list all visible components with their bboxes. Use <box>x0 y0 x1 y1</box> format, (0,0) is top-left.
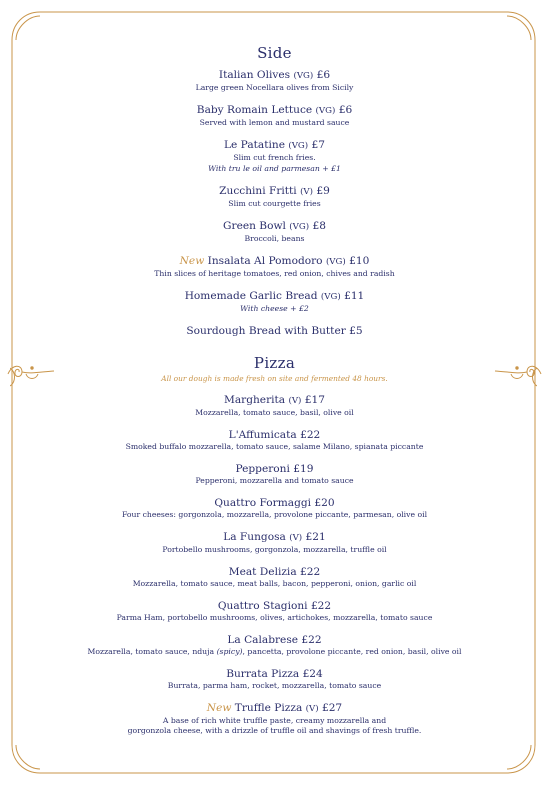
pizza-title: Pizza <box>253 353 296 372</box>
item-desc: Burrata, parma ham, rocket, mozzarella, tomato sauce <box>167 680 382 690</box>
item-price: £6 <box>316 69 331 81</box>
item-desc: Mozzarella, tomato sauce, nduja (spicy), pancetta, provolone piccante, red onion, basil, olive oil <box>87 646 462 656</box>
item-price: £11 <box>344 289 365 302</box>
menu-page <box>40 44 509 746</box>
item-price: £21 <box>305 530 326 543</box>
item-desc: Slim cut french fries. <box>233 153 316 162</box>
item-price: £8 <box>312 219 326 232</box>
item-desc: Thin slices of heritage tomatoes, red onion, chives and radish <box>154 268 395 278</box>
item-price: £6 <box>338 104 353 116</box>
item-price: £20 <box>314 496 335 509</box>
item-price: £5 <box>349 324 363 337</box>
diet-tag: (V) <box>305 703 319 714</box>
item-desc: Mozzarella, tomato sauce, meat balls, bacon, pepperoni, onion, garlic oil <box>132 578 417 588</box>
item-desc: Mozzarella, tomato sauce, basil, olive oil <box>195 407 354 417</box>
diet-tag: (VG) <box>293 71 314 81</box>
item-desc: Slim cut courgette fries <box>228 198 321 208</box>
item-name: Zucchini Fritti <box>219 184 297 197</box>
menu-item <box>40 530 509 556</box>
menu-item <box>40 138 509 174</box>
item-price: £22 <box>300 565 321 578</box>
item-name: Truffle Pizza <box>234 701 303 714</box>
menu-item <box>40 254 509 280</box>
item-desc: Four cheeses: gorgonzola, mozzarella, provolone piccante, parmesan, olive oil <box>121 509 428 519</box>
menu-item <box>40 667 509 692</box>
item-name: Quattro Stagioni <box>217 599 308 612</box>
item-name: Le Patatine <box>224 139 285 151</box>
item-name: Quattro Formaggi <box>214 496 312 509</box>
flourish-left-icon <box>6 360 56 384</box>
menu-item <box>40 68 509 94</box>
item-price: £24 <box>302 667 323 680</box>
menu-item <box>40 496 509 521</box>
side-title: Side <box>257 44 292 62</box>
item-desc: Large green Nocellara olives from Sicily <box>195 83 354 92</box>
item-price: £22 <box>310 599 332 612</box>
menu-item <box>40 701 509 737</box>
item-name: Pepperoni <box>235 462 290 475</box>
item-name: La Calabrese <box>227 633 299 646</box>
item-desc: Pepperoni, mozzarella and tomato sauce <box>195 475 354 485</box>
menu-item <box>40 219 509 245</box>
diet-tag: (VG) <box>315 106 336 116</box>
item-desc: A base of rich white truffle paste, creamy mozzarella and <box>162 715 387 725</box>
menu-item <box>40 428 509 453</box>
item-name: Insalata Al Pomodoro <box>207 254 323 267</box>
menu-item <box>40 633 509 658</box>
item-price: £22 <box>300 428 321 441</box>
item-desc: Parma Ham, portobello mushrooms, olives, artichokes, mozzarella, tomato sauce <box>116 612 433 622</box>
item-price: £10 <box>349 254 370 267</box>
menu-item <box>40 565 509 590</box>
menu-item <box>40 324 509 338</box>
diet-tag: (VG) <box>289 221 310 232</box>
new-badge: New <box>179 254 205 267</box>
item-name: La Fungosa <box>223 530 286 543</box>
diet-tag: (VG) <box>288 141 309 151</box>
menu-item <box>40 184 509 210</box>
item-desc: Smoked buffalo mozzarella, tomato sauce, salame Milano, spianata piccante <box>125 441 424 451</box>
side-section <box>40 44 509 338</box>
item-name: Homemade Garlic Bread <box>184 289 318 302</box>
diet-tag: (VG) <box>325 256 346 267</box>
item-name: Margherita <box>223 393 286 406</box>
item-desc: Broccoli, beans <box>244 233 305 243</box>
menu-item <box>40 393 509 419</box>
item-price: £17 <box>304 393 326 406</box>
pizza-section <box>40 354 509 737</box>
item-price: £9 <box>316 184 330 197</box>
item-price: £19 <box>293 462 314 475</box>
item-price: £22 <box>301 633 322 646</box>
diet-tag: (V) <box>289 532 303 543</box>
item-name: Meat Delizia <box>228 565 297 578</box>
item-name: Italian Olives <box>218 69 291 81</box>
dough-note: All our dough is made fresh on site and fermented 48 hours. <box>161 373 388 383</box>
menu-item <box>40 462 509 487</box>
item-name: Baby Romain Lettuce <box>196 104 313 116</box>
item-desc: Portobello mushrooms, gorgonzola, mozzarella, truffle oil <box>162 544 387 554</box>
menu-item <box>40 289 509 315</box>
diet-tag: (V) <box>288 395 302 406</box>
item-desc: With cheese + £2 <box>240 303 309 313</box>
menu-item <box>40 103 509 129</box>
item-price: £7 <box>311 139 325 151</box>
diet-tag: (V) <box>300 186 313 197</box>
item-desc: Served with lemon and mustard sauce <box>199 118 350 127</box>
flourish-right-icon <box>493 360 543 384</box>
item-name: Green Bowl <box>223 219 286 232</box>
item-name: Burrata Pizza <box>226 667 300 680</box>
item-name: Sourdough Bread with Butter <box>186 324 346 337</box>
pizza-header <box>40 354 509 383</box>
spicy-tag: (spicy) <box>216 646 243 656</box>
item-desc-extra: With tru le oil and parmesan + £1 <box>208 163 341 173</box>
item-price: £27 <box>321 701 343 714</box>
item-name: L'Affumicata <box>228 428 297 441</box>
diet-tag: (VG) <box>320 291 341 302</box>
item-desc-extra: gorgonzola cheese, with a drizzle of truffle oil and shavings of fresh truffle. <box>127 726 422 735</box>
menu-item <box>40 599 509 624</box>
new-badge: New <box>206 701 232 714</box>
